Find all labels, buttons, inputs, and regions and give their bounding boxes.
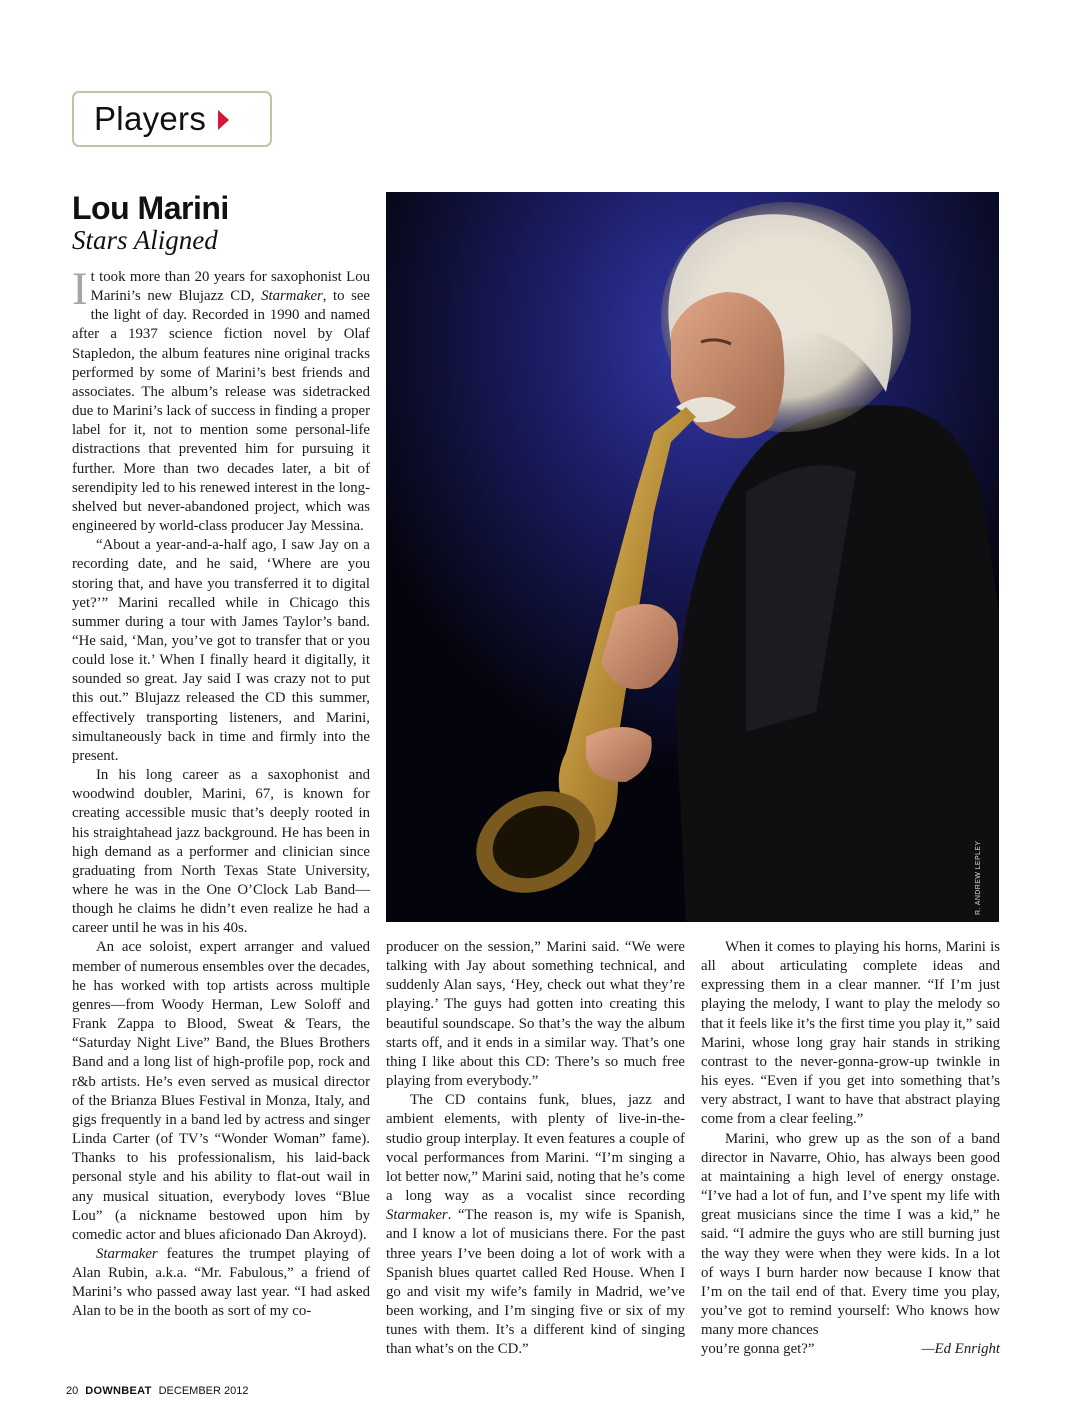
magazine-name: DOWNBEAT — [85, 1385, 152, 1397]
drop-cap: I — [72, 263, 88, 315]
paragraph: Marini, who grew up as the son of a band director in Navarre, Ohio, has always been good at maintaining a high level of energy onstage. “I’ve had a lot of fun, and I’ve spent my life with great musicians since the time I was a kid,” he said. “I admire the guys who are still burning just the way they were when they were kids. In a lot of ways I burn harder now because I know that I’m on the tail end of that. Every time you play, you’ve got to remind yourself: Who knows how many more chances — [701, 1130, 1000, 1339]
paragraph — [386, 1091, 685, 1359]
paragraph: producer on the session,” Marini said. “We were talking with Jay about something technical, and suddenly Alan says, ‘Hey, check out what they’re playing.’ The guys had gotten into creating this beautiful soundscape. So that’s the way the album starts off, and it ends in a similar way. That’s one thing I like about this CD: There’s so much free playing from everybody.” — [386, 939, 685, 1090]
section-label: Players — [94, 100, 207, 137]
musician-photo — [386, 192, 999, 922]
section-arrow-icon — [218, 110, 229, 130]
paragraph: An ace soloist, expert arranger and valued member of numerous ensembles over the decades, he has worked with top artists across multiple genres—from Woody Herman, Lew Soloff and Frank Zappa to Blood, Sweat & Tears, the “Saturday Night Live” Band, the Blues Brothers Band and a long list of high-profile pop, rock and r&b artists. He’s even served as musical director of the Brianza Blues Festival in Monza, Italy, and gigs frequently in a band led by actress and singer Linda Carter (of TV’s “Wonder Woman” fame). Thanks to his professionalism, his laid-back personal style and his ability to flat-out wail in any musical situation, everybody loves “Blue Lou” (a nickname bestowed upon him by comedic actor and blues aficionado Dan Akroyd). — [72, 939, 370, 1243]
photo-credit: R. ANDREW LEPLEY — [975, 840, 982, 915]
saxophonist-illustration — [386, 192, 999, 922]
paragraph: “About a year-and-a-half ago, I saw Jay on a recording date, and he said, ‘Where are you storing that, and have you transferred it to digital yet?’” Marini recalled while in Chicago this summer during a tour with James Taylor’s band. “He said, ‘Man, you’ve got to transfer that or you could lose it.’ When I finally heard it digitally, it sounded so great. Jay said I was crazy not to put this out.” Blujazz released the CD this summer, effectively transporting listeners, and Marini, simultaneously back in time and firmly into the present. — [72, 537, 370, 764]
text-run: t took more than 20 years for saxophonist Lou Marini’s new Blujazz CD, — [90, 269, 370, 305]
section-tab — [72, 91, 272, 147]
paragraph — [72, 1245, 370, 1322]
closing-line: you’re gonna get?” — [701, 1341, 815, 1358]
paragraph: When it comes to playing his horns, Marini is all about articulating complete ideas and expressing them in a clear manner. “If I’m just playing the melody, I want to play the melody so that it feels like it’s the first time you play it,” said Marini, whose long gray hair stands in striking contrast to the never-gonna-grow-up twinkle in his eyes. “Even if you get into something that’s very abstract, I want to have that abstract playing come from a clear feeling.” — [701, 939, 1000, 1128]
page-footer — [66, 1385, 248, 1397]
paragraph — [72, 263, 370, 536]
text-run: . “The reason is, my wife is Spanish, and I know a lot of musicians there. For the past three years I’ve been doing a lot of work with a Spanish blues quartet called Red House. When I go and visit my wife’s family in Madrid, we’ve been working, and I’m singing five or six of my tunes with them. It’s a different kind of singing than what’s on the CD.” — [386, 1207, 685, 1358]
paragraph: In his long career as a saxophonist and woodwind doubler, Marini, 67, is known for creating accessible music that’s deeply rooted in his straightahead jazz background. He has been in high demand as a performer and clinician since graduating from North Texas State University, where he was in the One O’Clock Lab Band—though he claims he didn’t even realize he had a career until he was in his 40s. — [72, 767, 370, 937]
album-title: Starmaker — [261, 288, 323, 305]
page-number: 20 — [66, 1385, 79, 1397]
article-column-3 — [701, 938, 1000, 1359]
author-byline: —Ed Enright — [921, 1341, 1000, 1358]
signature-line — [701, 1340, 1000, 1359]
issue-date: DECEMBER 2012 — [158, 1385, 249, 1397]
article-column-1 — [72, 263, 370, 1322]
text-run: , to see the light of day. Recorded in 1990 and named after a 1937 science fiction novel by Olaf Stapledon, the album features nine original tracks performed by some of Marini’s best friends and associates. The album’s release was sidetracked due to Marini’s lack of success in finding a proper label for it, not to mention some personal-life distractions that prevented him for pursuing it further. More than two decades later, a bit of serendipity led to his renewed interest in the long-shelved but never-abandoned project, which was engineered by world-class producer Jay Messina. — [72, 288, 370, 535]
article-subhead: Stars Aligned — [72, 225, 218, 255]
text-run: The CD contains funk, blues, jazz and ambient elements, with plenty of live-in-the-studio group interplay. It even features a couple of vocal performances from Marini. “I’m singing a lot better now,” Marini said, noting that he’s come a long way as a vocalist since recording — [386, 1092, 685, 1205]
album-title: Starmaker — [386, 1207, 448, 1224]
text-run: features the trumpet playing of Alan Rubin, a.k.a. “Mr. Fabulous,” a friend of Marini’s who passed away last year. “I had asked Alan to be in the booth as sort of my co- — [72, 1245, 370, 1320]
album-title: Starmaker — [96, 1245, 158, 1262]
article-headline: Lou Marini — [72, 190, 229, 226]
article-column-2 — [386, 938, 685, 1359]
